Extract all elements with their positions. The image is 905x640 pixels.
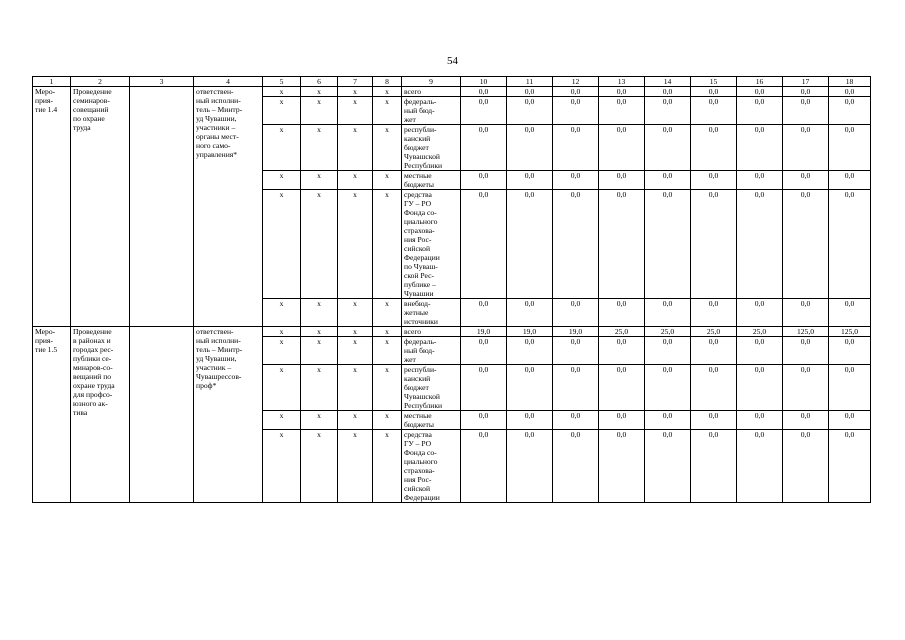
- code-cell: х: [301, 171, 338, 190]
- amount-cell: 125,0: [829, 327, 871, 337]
- code-cell: х: [373, 430, 402, 503]
- funding-source: местные бюджеты: [402, 171, 461, 190]
- code-cell: х: [263, 87, 301, 97]
- amount-cell: 25,0: [737, 327, 783, 337]
- amount-cell: 0,0: [645, 299, 691, 327]
- code-cell: х: [373, 125, 402, 171]
- column-number-12: 12: [553, 77, 599, 87]
- amount-cell: 0,0: [737, 171, 783, 190]
- amount-cell: 0,0: [691, 171, 737, 190]
- funding-source: федераль- ный бюд- жет: [402, 97, 461, 125]
- amount-cell: 0,0: [507, 365, 553, 411]
- funding-source: средства ГУ – РО Фонда со- циального страхова- ния Рос- сийской Федерации по Чуваш- ской Рес- публике – Чувашии: [402, 190, 461, 299]
- amount-cell: 0,0: [461, 87, 507, 97]
- amount-cell: 0,0: [645, 97, 691, 125]
- funding-row: [33, 87, 871, 97]
- amount-cell: 0,0: [645, 411, 691, 430]
- amount-cell: 0,0: [645, 171, 691, 190]
- amount-cell: 0,0: [507, 430, 553, 503]
- column-number-14: 14: [645, 77, 691, 87]
- amount-cell: 0,0: [783, 87, 829, 97]
- column-number-5: 5: [263, 77, 301, 87]
- code-cell: х: [373, 171, 402, 190]
- funding-source: республи- канский бюджет Чувашской Республики: [402, 365, 461, 411]
- amount-cell: 0,0: [553, 97, 599, 125]
- amount-cell: 0,0: [553, 125, 599, 171]
- amount-cell: 0,0: [599, 365, 645, 411]
- program-budget-table: [32, 76, 871, 503]
- code-cell: х: [338, 411, 373, 430]
- amount-cell: 0,0: [829, 365, 871, 411]
- amount-cell: 0,0: [829, 430, 871, 503]
- amount-cell: 0,0: [553, 430, 599, 503]
- amount-cell: 0,0: [829, 337, 871, 365]
- code-cell: х: [373, 87, 402, 97]
- amount-cell: 0,0: [645, 365, 691, 411]
- column-number-18: 18: [829, 77, 871, 87]
- amount-cell: 0,0: [599, 430, 645, 503]
- amount-cell: 0,0: [829, 125, 871, 171]
- measure-title: Проведение в районах и городах рес- публики се- минаров-со- вещаний по охране труда для профсо- юзного ак- тива: [71, 327, 130, 503]
- amount-cell: 0,0: [553, 337, 599, 365]
- amount-cell: 0,0: [737, 299, 783, 327]
- amount-cell: 0,0: [599, 190, 645, 299]
- amount-cell: 0,0: [461, 171, 507, 190]
- amount-cell: 0,0: [507, 171, 553, 190]
- amount-cell: 0,0: [461, 299, 507, 327]
- amount-cell: 0,0: [645, 87, 691, 97]
- amount-cell: 0,0: [737, 87, 783, 97]
- code-cell: х: [301, 125, 338, 171]
- column-number-13: 13: [599, 77, 645, 87]
- column-number-6: 6: [301, 77, 338, 87]
- amount-cell: 0,0: [461, 125, 507, 171]
- measure-executors: ответствен- ный исполни- тель – Минтр- уд Чувашии, участники – органы мест- ного само- управления*: [194, 87, 263, 327]
- amount-cell: 19,0: [553, 327, 599, 337]
- amount-cell: 0,0: [599, 171, 645, 190]
- code-cell: х: [301, 190, 338, 299]
- amount-cell: 0,0: [507, 97, 553, 125]
- amount-cell: 25,0: [645, 327, 691, 337]
- code-cell: х: [373, 327, 402, 337]
- amount-cell: 0,0: [645, 125, 691, 171]
- amount-cell: 0,0: [737, 190, 783, 299]
- amount-cell: 125,0: [783, 327, 829, 337]
- amount-cell: 0,0: [737, 430, 783, 503]
- amount-cell: 25,0: [691, 327, 737, 337]
- amount-cell: 19,0: [461, 327, 507, 337]
- code-cell: х: [373, 337, 402, 365]
- code-cell: х: [263, 327, 301, 337]
- amount-cell: 0,0: [691, 411, 737, 430]
- amount-cell: 0,0: [645, 190, 691, 299]
- column-number-1: 1: [33, 77, 71, 87]
- funding-source: федераль- ный бюд- жет: [402, 337, 461, 365]
- code-cell: х: [263, 190, 301, 299]
- code-cell: х: [373, 190, 402, 299]
- amount-cell: 0,0: [783, 365, 829, 411]
- amount-cell: 0,0: [461, 97, 507, 125]
- amount-cell: 0,0: [553, 190, 599, 299]
- measure-executors: ответствен- ный исполни- тель – Минтр- уд Чувашии, участник – Чувашрессов- проф*: [194, 327, 263, 503]
- code-cell: х: [338, 365, 373, 411]
- code-cell: х: [338, 430, 373, 503]
- amount-cell: 0,0: [599, 411, 645, 430]
- code-cell: х: [338, 327, 373, 337]
- code-cell: х: [263, 430, 301, 503]
- column-number-9: 9: [402, 77, 461, 87]
- code-cell: х: [301, 411, 338, 430]
- amount-cell: 0,0: [783, 337, 829, 365]
- column-number-7: 7: [338, 77, 373, 87]
- amount-cell: 0,0: [691, 430, 737, 503]
- column-number-4: 4: [194, 77, 263, 87]
- column-number-15: 15: [691, 77, 737, 87]
- code-cell: х: [338, 337, 373, 365]
- measure-code: Меро- прия- тие 1.4: [33, 87, 71, 327]
- amount-cell: 0,0: [691, 87, 737, 97]
- code-cell: х: [301, 87, 338, 97]
- funding-source: внебюд- жетные источники: [402, 299, 461, 327]
- amount-cell: 0,0: [691, 125, 737, 171]
- amount-cell: 0,0: [783, 430, 829, 503]
- amount-cell: 0,0: [737, 411, 783, 430]
- amount-cell: 0,0: [737, 125, 783, 171]
- amount-cell: 0,0: [599, 97, 645, 125]
- code-cell: х: [263, 337, 301, 365]
- code-cell: х: [263, 365, 301, 411]
- amount-cell: 0,0: [645, 337, 691, 365]
- amount-cell: 0,0: [553, 365, 599, 411]
- amount-cell: 0,0: [691, 337, 737, 365]
- funding-row: [33, 327, 871, 337]
- amount-cell: 19,0: [507, 327, 553, 337]
- amount-cell: 0,0: [737, 365, 783, 411]
- amount-cell: 0,0: [691, 299, 737, 327]
- amount-cell: 0,0: [829, 190, 871, 299]
- column-number-3: 3: [130, 77, 194, 87]
- code-cell: х: [301, 430, 338, 503]
- code-cell: х: [338, 190, 373, 299]
- amount-cell: 0,0: [783, 299, 829, 327]
- measure-code: Меро- прия- тие 1.5: [33, 327, 71, 503]
- amount-cell: 0,0: [507, 299, 553, 327]
- amount-cell: 0,0: [829, 171, 871, 190]
- measure-col3: [130, 327, 194, 503]
- code-cell: х: [338, 171, 373, 190]
- code-cell: х: [263, 299, 301, 327]
- amount-cell: 0,0: [691, 365, 737, 411]
- amount-cell: 0,0: [599, 337, 645, 365]
- code-cell: х: [338, 97, 373, 125]
- funding-source: республи- канский бюджет Чувашской Республики: [402, 125, 461, 171]
- page-number: 54: [447, 55, 458, 67]
- amount-cell: 0,0: [507, 87, 553, 97]
- table-body: [33, 87, 871, 503]
- amount-cell: 0,0: [599, 299, 645, 327]
- amount-cell: 0,0: [829, 299, 871, 327]
- amount-cell: 0,0: [783, 411, 829, 430]
- funding-source: средства ГУ – РО Фонда со- циального страхова- ния Рос- сийской Федерации: [402, 430, 461, 503]
- amount-cell: 0,0: [829, 411, 871, 430]
- column-number-8: 8: [373, 77, 402, 87]
- amount-cell: 0,0: [461, 430, 507, 503]
- funding-source: всего: [402, 327, 461, 337]
- amount-cell: 0,0: [507, 190, 553, 299]
- code-cell: х: [263, 125, 301, 171]
- amount-cell: 0,0: [599, 125, 645, 171]
- code-cell: х: [301, 327, 338, 337]
- amount-cell: 0,0: [737, 337, 783, 365]
- code-cell: х: [338, 125, 373, 171]
- amount-cell: 0,0: [783, 171, 829, 190]
- amount-cell: 0,0: [461, 337, 507, 365]
- measure-title: Проведение семинаров- совещаний по охране труда: [71, 87, 130, 327]
- amount-cell: 0,0: [553, 411, 599, 430]
- code-cell: х: [373, 97, 402, 125]
- code-cell: х: [338, 87, 373, 97]
- amount-cell: 0,0: [691, 97, 737, 125]
- column-number-2: 2: [71, 77, 130, 87]
- code-cell: х: [301, 299, 338, 327]
- code-cell: х: [301, 97, 338, 125]
- amount-cell: 0,0: [783, 190, 829, 299]
- code-cell: х: [301, 337, 338, 365]
- amount-cell: 0,0: [461, 190, 507, 299]
- amount-cell: 0,0: [737, 97, 783, 125]
- amount-cell: 0,0: [829, 97, 871, 125]
- funding-source: местные бюджеты: [402, 411, 461, 430]
- amount-cell: 0,0: [599, 87, 645, 97]
- code-cell: х: [263, 171, 301, 190]
- column-number-17: 17: [783, 77, 829, 87]
- column-number-16: 16: [737, 77, 783, 87]
- code-cell: х: [373, 299, 402, 327]
- amount-cell: 0,0: [507, 125, 553, 171]
- amount-cell: 0,0: [783, 97, 829, 125]
- amount-cell: 0,0: [507, 337, 553, 365]
- amount-cell: 0,0: [553, 299, 599, 327]
- amount-cell: 0,0: [507, 411, 553, 430]
- column-number-11: 11: [507, 77, 553, 87]
- measure-col3: [130, 87, 194, 327]
- amount-cell: 0,0: [553, 171, 599, 190]
- amount-cell: 0,0: [691, 190, 737, 299]
- amount-cell: 0,0: [461, 411, 507, 430]
- code-cell: х: [373, 365, 402, 411]
- amount-cell: 25,0: [599, 327, 645, 337]
- amount-cell: 0,0: [645, 430, 691, 503]
- code-cell: х: [263, 97, 301, 125]
- amount-cell: 0,0: [553, 87, 599, 97]
- column-number-10: 10: [461, 77, 507, 87]
- code-cell: х: [301, 365, 338, 411]
- funding-source: всего: [402, 87, 461, 97]
- column-number-row: [33, 77, 871, 87]
- amount-cell: 0,0: [783, 125, 829, 171]
- code-cell: х: [263, 411, 301, 430]
- amount-cell: 0,0: [461, 365, 507, 411]
- code-cell: х: [373, 411, 402, 430]
- code-cell: х: [338, 299, 373, 327]
- amount-cell: 0,0: [829, 87, 871, 97]
